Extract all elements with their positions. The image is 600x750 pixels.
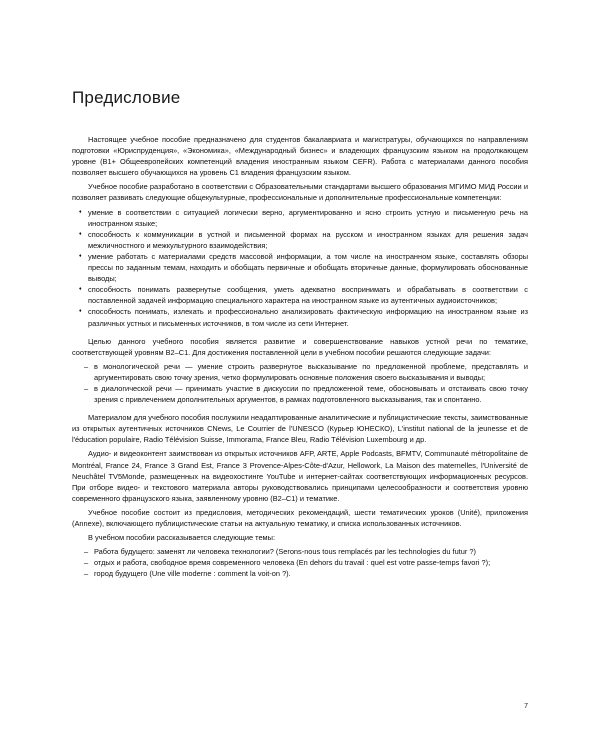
competencies-list [72,207,528,329]
list-item: ♦ умение работать с материалами средств массовой информации, а том числе на иностранном языке, составлять обзоры прессы по заданным темам, находить и обобщать первичные и обобщать вторичные данные, формулировать обоснованные выводы; [72,251,528,284]
intro-paragraph-1: Настоящее учебное пособие предназначено для студентов бакалавриата и магистратуры, обучающихся по направлениям подготовки «Юриспруденция», «Экономика», «Международный бизнес» и владеющих французским языком на продолжающем уровне (В1+ Общеевропейских компетенций владения иностранным языком CEFR). Работа с материалами данного пособия позволяет высшего обучающихся на уровень С1 владения французским языком. [72,135,528,178]
page-number: 7 [524,703,528,710]
structure-paragraph: Учебное пособие состоит из предисловия, методических рекомендаций, шести тематических уроков (Unité), приложения (Annexe), включающего публицистические статьи на актуальную тематику, и списка использованных источников. [72,507,528,528]
list-item: ♦ способность понимать, излекать и профессионально анализировать фактическую информацию на иностранном языке из различных устных и письменных источников, в том числе из сети Интернет. [72,306,528,328]
tasks-list [72,361,528,405]
themes-intro-paragraph: В учебном пособии рассказывается следующие темы: [88,533,276,543]
audio-paragraph: Аудио- и видеоконтент заимствован из открытых источников AFP, ARTE, Apple Podcasts, BFMTV, Communauté métropolitaine de Montréal, France 24, France 3 Grand Est, France 3 Provence-Alpes-Côte-d'Azur, Hellowork, La Maison des maternelles, l'Université de Neuchâtel TV5Monde, размещенных на видеохостинге YouTube и интернет-сайтах соответствующих информационных ресурсов. При отборе видео- и текстового материала авторы руководствовались принципами целесообразности и соответствия уровню современного французского языка, заявленному уровню (В2–С1) и тематике. [72,449,528,503]
page-title: Предисловие [72,88,181,107]
intro-paragraph-2: Учебное пособие разработано в соответствии с Образовательными стандартами высшего образования МГИМО МИД России и позволяет развивать следующие общекультурные, профессиональные и дополнительные профессиональные компетенции: [72,182,528,203]
sources-paragraph: Материалом для учебного пособия послужили неадаптированные аналитические и публицистические тексты, заимствованные из открытых аутентичных источников CNews, Le Courrier de l'UNESCO (Курьер ЮНЕСКО), L'institut national de la jeunesse et de l'éducation populaire, Radio Télévision Suisse, Immorama, France Bleu, Radio Télévision Luxembourg и др. [72,413,528,445]
list-item: – отдых и работа, свободное время современного человека (En dehors du travail : quel est votre passe-temps favori ?); [72,557,528,568]
list-item: – Работа будущего: заменят ли человека технологии? (Serons-nous tous remplacés par les technologies du futur ?) [72,546,528,557]
goal-paragraph: Целью данного учебного пособия является развитие и совершенствование навыков устной речи по тематике, соответствующей уровням В2–С1. Для достижения поставленной цели в учебном пособии решаются следующие задачи: [72,336,528,357]
list-item: – в монологической речи — умение строить развернутое высказывание по предложенной проблеме, представлять и аргументировать свою точку зрения, четко формулировать основные положения своего высказывания и выводы; [72,361,528,383]
list-item: – в диалогической речи — принимать участие в дискуссии по предложенной теме, обосновывать и отстаивать свою точку зрения с привлечением дополнительных аргументов, в рамках подготовленного высказывания, так и спонтанно. [72,383,528,405]
themes-list [72,546,528,579]
list-item: ♦ умение в соответствии с ситуацией логически верно, аргументированно и ясно строить устную и письменную речь на иностранном языке; [72,207,528,229]
list-item: – город будущего (Une ville moderne : comment la voit-on ?). [72,568,528,579]
list-item: ♦ способность к коммуникации в устной и письменной формах на русском и иностранном языках для решения задач межличностного и межкультурного взаимодействия; [72,229,528,251]
list-item: ♦ способность понимать развернутые сообщения, уметь адекватно воспринимать и обрабатывать в соответствии с поставленной задачей информацию специального характера на иностранном языке из аутентичных аудиоисточников; [72,284,528,306]
